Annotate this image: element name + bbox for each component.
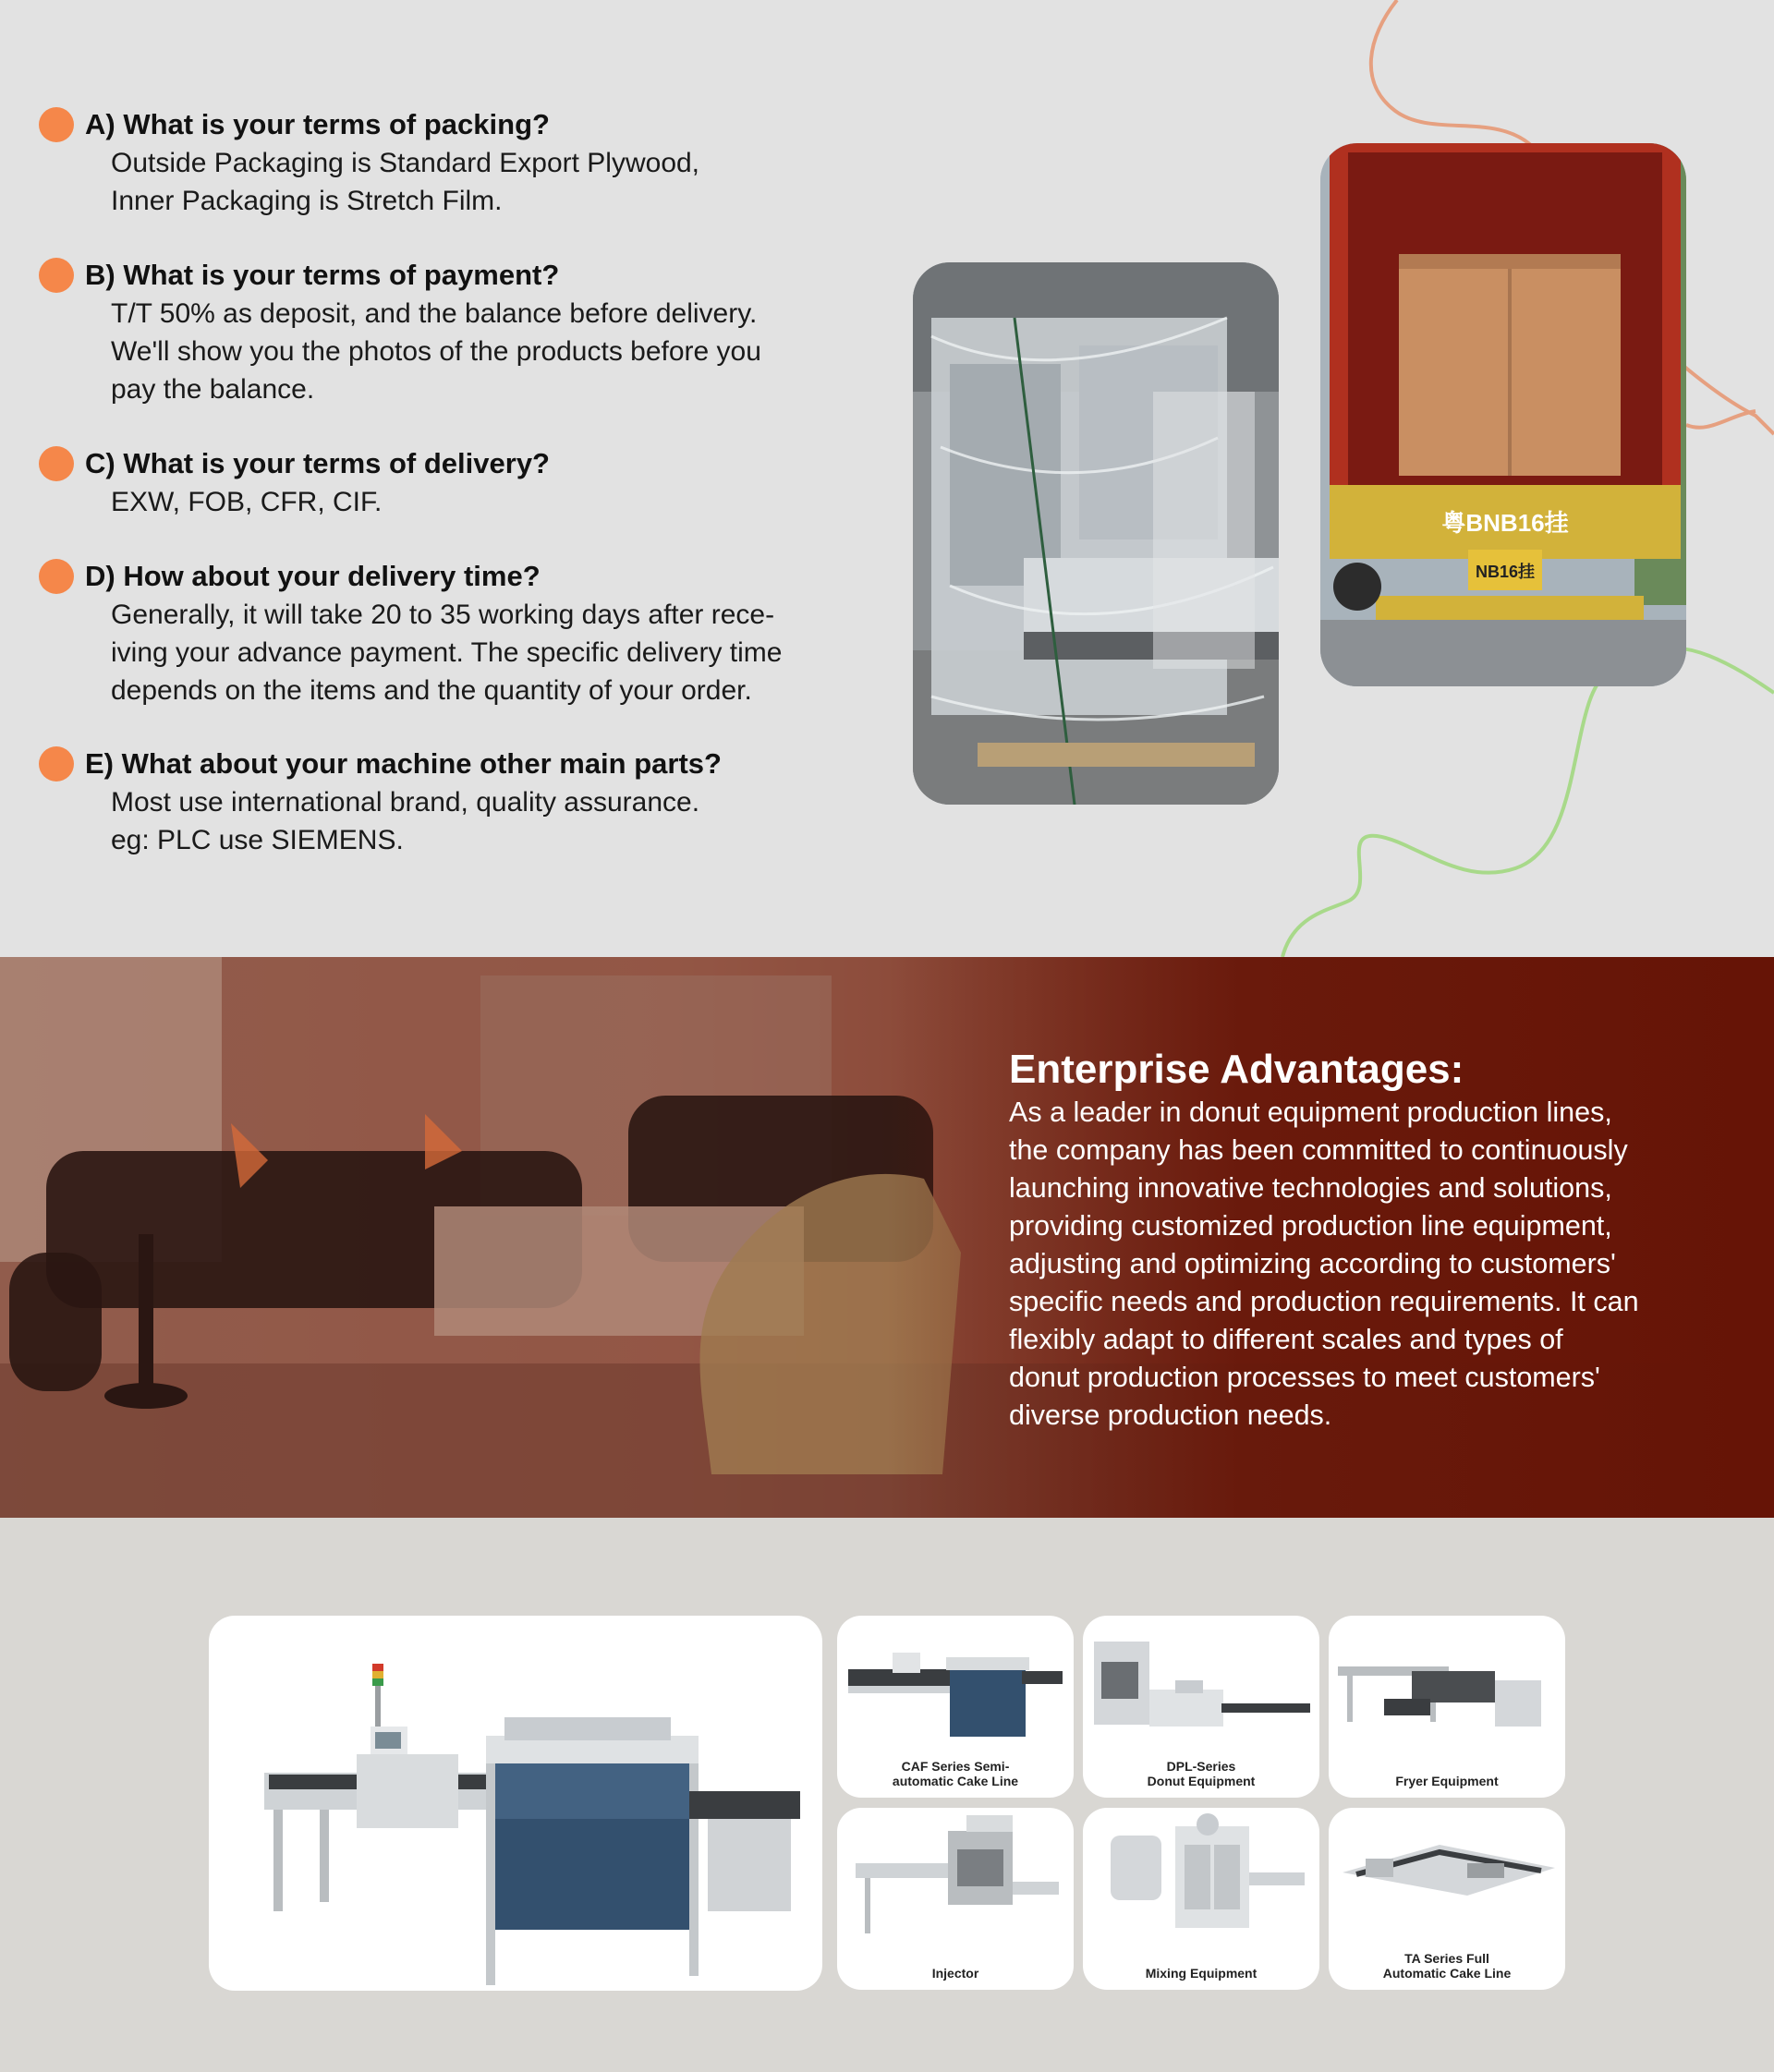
body-line: flexibly adapt to different scales and types of [1009, 1324, 1563, 1355]
bullet-dot [39, 446, 74, 481]
caf-series-image [837, 1616, 1074, 1754]
container-plate-text: 粤BNB16挂 [1441, 509, 1569, 537]
label-line: TA Series Full [1404, 1951, 1489, 1966]
enterprise-section [0, 957, 1774, 1518]
product-label [1083, 1966, 1319, 1981]
bullet-dot [39, 258, 74, 293]
product-card-fryer[interactable] [1329, 1616, 1565, 1798]
faq-question: E) What about your machine other main parts? [85, 747, 722, 780]
container-truck-image [1320, 143, 1686, 686]
body-line: diverse production needs. [1009, 1400, 1332, 1431]
faq-question: C) What is your terms of delivery? [85, 447, 550, 479]
featured-product-card[interactable] [209, 1616, 822, 1991]
body-line: specific needs and production requirements. It can [1009, 1286, 1639, 1317]
answer-line: pay the balance. [111, 374, 315, 405]
faq-question: A) What is your terms of packing? [85, 108, 550, 140]
dpl-series-image [1083, 1616, 1319, 1754]
body-line: the company has been committed to continuously [1009, 1134, 1628, 1166]
body-line: launching innovative technologies and solutions, [1009, 1172, 1612, 1204]
enterprise-body [1009, 1094, 1730, 1435]
faq-question: B) What is your terms of payment? [85, 259, 560, 291]
label-line: DPL-Series [1166, 1759, 1236, 1774]
answer-line: eg: PLC use SIEMENS. [111, 825, 404, 855]
enterprise-title: Enterprise Advantages: [1009, 1047, 1464, 1092]
label-line: Donut Equipment [1147, 1774, 1256, 1788]
mixing-equipment-image [1083, 1808, 1319, 1946]
faq-answer [111, 783, 699, 859]
product-card-ta-series[interactable] [1329, 1808, 1565, 1990]
faq-answer [111, 144, 699, 220]
answer-line: Generally, it will take 20 to 35 working days after rece- [111, 600, 775, 630]
body-line: adjusting and optimizing according to customers' [1009, 1248, 1616, 1279]
answer-line: Outside Packaging is Standard Export Plywood, [111, 148, 700, 178]
faq-answer [111, 596, 782, 709]
answer-line: depends on the items and the quantity of your order. [111, 675, 752, 706]
product-label [1329, 1774, 1565, 1788]
product-label [1329, 1951, 1565, 1981]
answer-line: iving your advance payment. The specific delivery time [111, 637, 783, 668]
wrapped-machine-photo [913, 262, 1279, 805]
faq-question: D) How about your delivery time? [85, 560, 541, 592]
label-line: CAF Series Semi- [901, 1759, 1010, 1774]
answer-line: Inner Packaging is Stretch Film. [111, 186, 503, 216]
product-card-dpl-series[interactable] [1083, 1616, 1319, 1798]
product-card-injector[interactable] [837, 1808, 1074, 1990]
label-line: automatic Cake Line [892, 1774, 1019, 1788]
product-label [837, 1966, 1074, 1981]
label-line: Mixing Equipment [1145, 1966, 1258, 1981]
cake-line-machine-image [209, 1616, 822, 1991]
product-card-caf-series[interactable] [837, 1616, 1074, 1798]
fryer-image [1329, 1616, 1565, 1754]
bullet-dot [39, 107, 74, 142]
enterprise-text-block [1009, 1046, 1730, 1435]
body-line: donut production processes to meet customers' [1009, 1362, 1600, 1393]
ta-series-image [1329, 1808, 1565, 1946]
bullet-dot [39, 559, 74, 594]
product-label [1083, 1759, 1319, 1788]
faq-answer [111, 295, 761, 408]
products-section [0, 1518, 1774, 2072]
injector-image [837, 1808, 1074, 1946]
rear-plate-text: NB16挂 [1475, 563, 1536, 581]
faq-section [0, 0, 1774, 957]
bullet-dot [39, 746, 74, 782]
label-line: Injector [931, 1966, 979, 1981]
body-line: providing customized production line equipment, [1009, 1210, 1612, 1242]
answer-line: We'll show you the photos of the products before you [111, 336, 761, 367]
answer-line: T/T 50% as deposit, and the balance before delivery. [111, 298, 758, 329]
container-truck-photo [1320, 143, 1686, 686]
label-line: Automatic Cake Line [1382, 1966, 1512, 1981]
faq-answer [111, 483, 382, 521]
product-card-mixing[interactable] [1083, 1808, 1319, 1990]
product-label [837, 1759, 1074, 1788]
label-line: Fryer Equipment [1395, 1774, 1499, 1788]
answer-line: Most use international brand, quality assurance. [111, 787, 700, 818]
wrapped-machine-image [913, 262, 1279, 805]
body-line: As a leader in donut equipment production lines, [1009, 1097, 1612, 1128]
answer-line: EXW, FOB, CFR, CIF. [111, 487, 383, 517]
